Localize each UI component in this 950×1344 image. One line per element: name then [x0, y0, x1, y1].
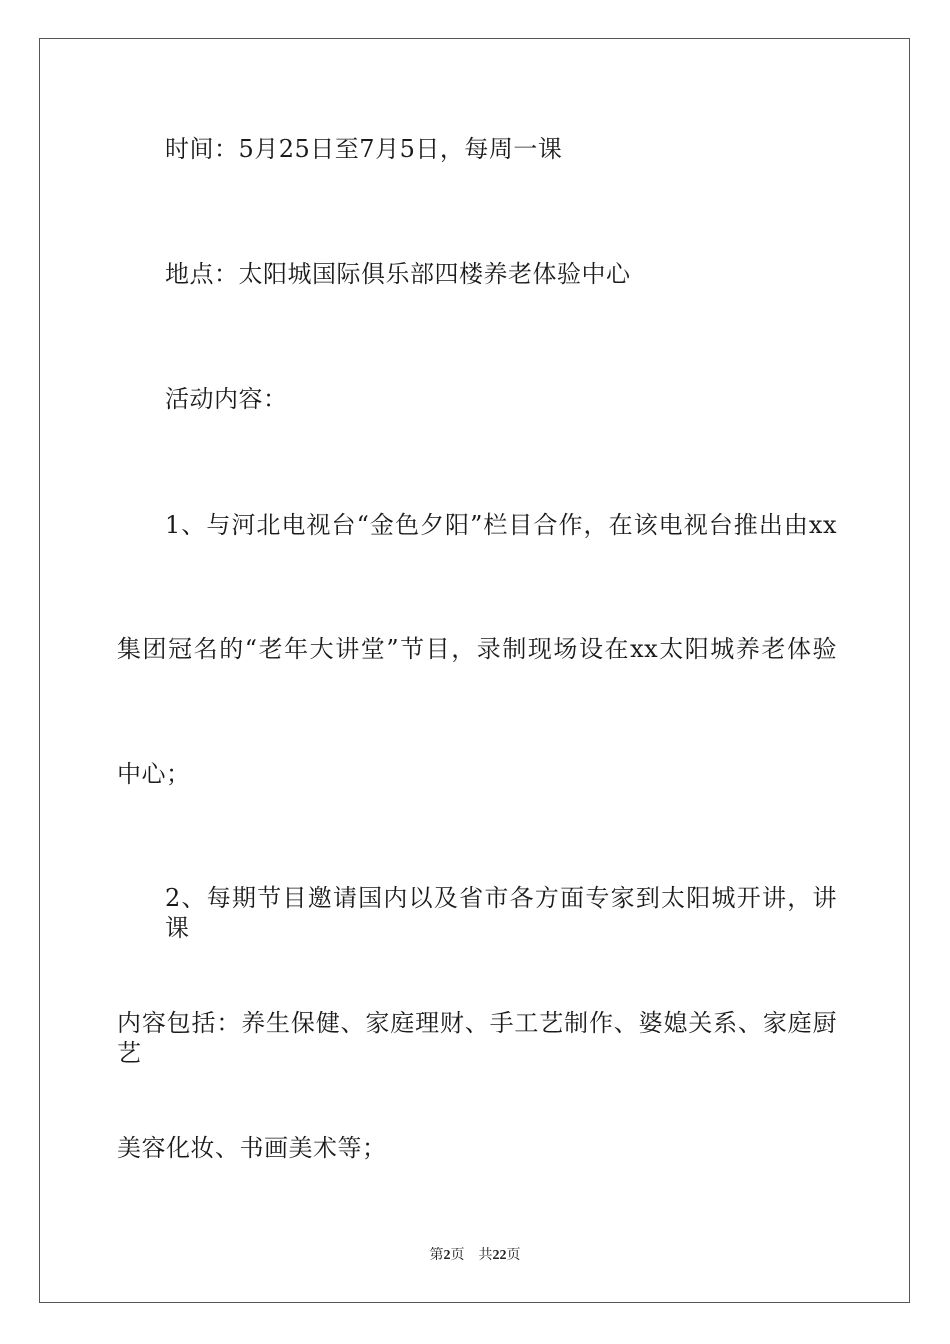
paragraph-time: 时间：5月25日至7月5日，每周一课 [165, 135, 563, 163]
paragraph-item1-line2: 集团冠名的“老年大讲堂”节目，录制现场设在xx太阳城养老体验 [117, 635, 837, 663]
footer-page-number: 2 [443, 1248, 451, 1263]
footer-total-prefix: 共 [478, 1248, 493, 1263]
paragraph-activity-heading: 活动内容： [165, 385, 288, 413]
paragraph-item2-line2: 内容包括：养生保健、家庭理财、手工艺制作、婆媳关系、家庭厨艺 [117, 1009, 837, 1067]
paragraph-item2-line1: 2、每期节目邀请国内以及省市各方面专家到太阳城开讲，讲课 [165, 884, 837, 942]
paragraph-item2-line3: 美容化妆、书画美术等； [117, 1134, 387, 1162]
paragraph-item1-line1: 1、与河北电视台“金色夕阳”栏目合作，在该电视台推出由xx [165, 511, 837, 539]
page-footer [0, 1247, 950, 1265]
footer-page-suffix: 页 [450, 1248, 465, 1263]
paragraph-location: 地点：太阳城国际俱乐部四楼养老体验中心 [165, 260, 631, 288]
footer-total-pages: 22 [492, 1248, 507, 1263]
page-border [39, 38, 910, 1303]
footer-page-prefix: 第 [429, 1248, 444, 1263]
paragraph-item1-line3: 中心； [117, 760, 191, 788]
footer-total-suffix: 页 [506, 1248, 521, 1263]
